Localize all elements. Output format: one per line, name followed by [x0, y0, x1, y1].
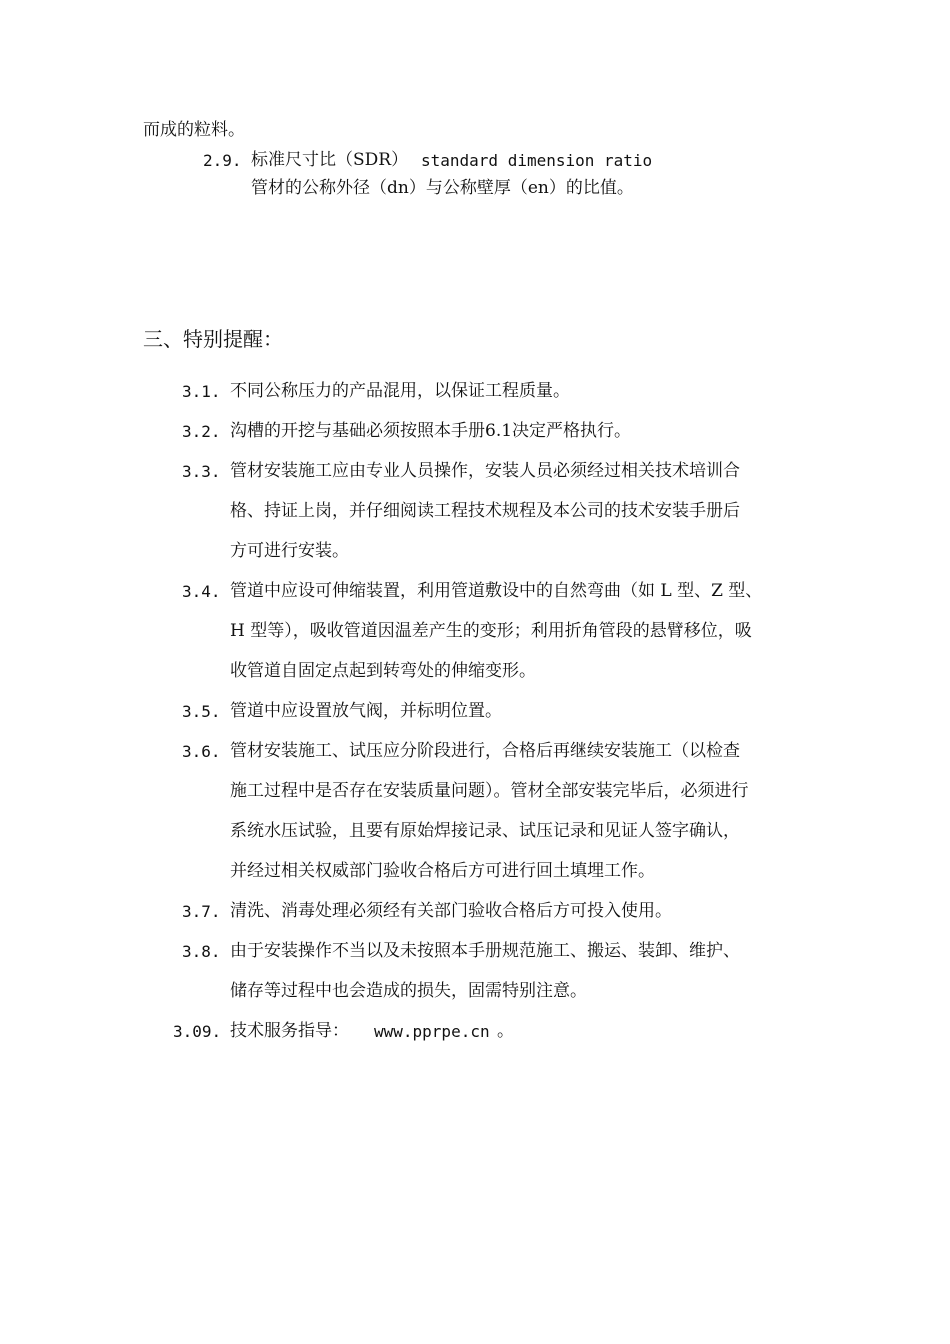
section-heading: 三、特别提醒：	[143, 327, 283, 351]
item-number: 3.5.	[182, 702, 221, 721]
item-text-line: 沟槽的开挖与基础必须按照本手册6.1决定严格执行。	[230, 421, 632, 441]
definition-text: 管材的公称外径（dn）与公称壁厚（en）的比值。	[251, 178, 634, 198]
service-url-link[interactable]: www.pprpe.cn	[374, 1022, 490, 1041]
item-text-line: 管材安装施工应由专业人员操作，安装人员必须经过相关技术培训合	[230, 461, 740, 481]
item-number: 3.2.	[182, 422, 221, 441]
item-text-line: 不同公称压力的产品混用，以保证工程质量。	[230, 381, 570, 401]
item-text-line: 管道中应设可伸缩装置，利用管道敷设中的自然弯曲（如 L 型、Z 型、	[230, 581, 763, 601]
item-text-line: 系统水压试验，且要有原始焊接记录、试压记录和见证人签字确认，	[230, 821, 740, 841]
item-number: 3.09.	[173, 1022, 222, 1041]
intro-tail-text: 而成的粒料。	[143, 120, 245, 140]
item-text-line: H 型等），吸收管道因温差产生的变形；利用折角管段的悬臂移位，吸	[230, 621, 752, 641]
item-text-line: 收管道自固定点起到转弯处的伸缩变形。	[230, 661, 536, 681]
item-text-line: 管道中应设置放气阀，并标明位置。	[230, 701, 502, 721]
item-text-line: 技术服务指导：	[230, 1021, 349, 1041]
definition-number: 2.9.	[203, 151, 242, 170]
item-number: 3.7.	[182, 902, 221, 921]
item-number: 3.8.	[182, 942, 221, 961]
item-text-line: 由于安装操作不当以及未按照本手册规范施工、搬运、装卸、维护、	[230, 941, 740, 961]
item-text-period: 。	[497, 1021, 514, 1041]
item-text-line: 方可进行安装。	[230, 541, 349, 561]
item-text-line: 施工过程中是否存在安装质量问题）。管材全部安装完毕后，必须进行	[230, 781, 749, 801]
item-text-line: 并经过相关权威部门验收合格后方可进行回土填埋工作。	[230, 861, 655, 881]
item-text-line: 储存等过程中也会造成的损失，固需特别注意。	[230, 981, 587, 1001]
item-number: 3.3.	[182, 462, 221, 481]
item-text-line: 清洗、消毒处理必须经有关部门验收合格后方可投入使用。	[230, 901, 672, 921]
item-text-line: 管材安装施工、试压应分阶段进行，合格后再继续安装施工（以检查	[230, 741, 740, 761]
definition-term-english: standard dimension ratio	[421, 151, 653, 170]
item-text-line: 格、持证上岗，并仔细阅读工程技术规程及本公司的技术安装手册后	[230, 501, 740, 521]
item-number: 3.6.	[182, 742, 221, 761]
item-number: 3.4.	[182, 582, 221, 601]
item-number: 3.1.	[182, 382, 221, 401]
definition-term: 标准尺寸比（SDR）	[251, 150, 409, 170]
